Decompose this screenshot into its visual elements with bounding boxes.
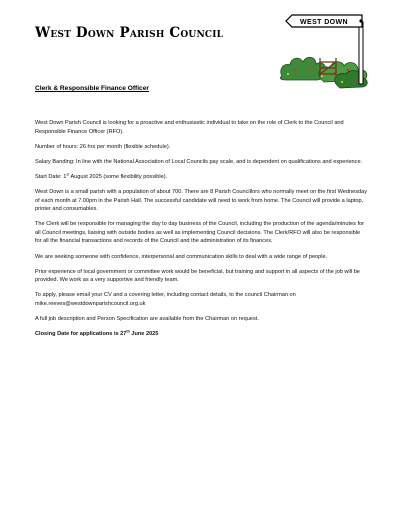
advert-body (35, 119, 368, 345)
apply-paragraph: To apply, please email your CV and a covering letter, including contact details, to the council Chairman on mike.reeves@westdownparishcouncil.org.uk (35, 292, 296, 307)
closing-sup: th (126, 329, 130, 334)
experience-paragraph: Prior experience of local government or committee work would be beneficial, but training and support in all aspects of the job will be provided. We work as a very supportive and friendly team. (35, 268, 360, 284)
job-title: Clerk & Responsible Finance Officer (35, 85, 149, 92)
start-date-sup: st (66, 172, 70, 177)
responsibilities-paragraph: The Clerk will be responsible for managing the day to day business of the Council, including the production of the agenda/minutes for all Council meetings, liaising with outside bodies as well as implementing Council decisions. The Clerk/RFO will also be responsible for all the financial transactions and records of the Council and the administration of its finances. (35, 221, 364, 245)
intro-paragraph: West Down Parish Council is looking for a proactive and enthusiastic individual to take on the role of Clerk to the Council and Responsible Finance Officer (RFO). (35, 120, 344, 135)
signpost-pole (359, 22, 363, 84)
hours-paragraph: Number of hours: 26 hrs per month (flexible schedule). (35, 143, 171, 150)
council-title: West Down Parish Council (35, 25, 224, 41)
salary-paragraph: Salary Banding: In line with the National Association of Local Councils pay scale, and is dependent on qualifications and experience. (35, 158, 363, 165)
start-date-prefix: Start Date: 1 (35, 173, 67, 180)
seeking-paragraph: We are seeking someone with confidence, interpersonal and communication skills to deal with a wide range of people. (35, 253, 328, 260)
signpost-logo (276, 10, 372, 90)
closing-suffix: June 2025 (129, 331, 159, 338)
description-paragraph: A full job description and Person Specification are available from the Chairman on request. (35, 316, 259, 322)
sign-text: WEST DOWN (300, 19, 348, 26)
closing-date-paragraph (35, 330, 368, 339)
start-date-paragraph (35, 173, 368, 182)
parish-paragraph: West Down is a small parish with a population of about 700. There are 8 Parish Councillors who normally meet on the first Wednesday of each month at 7.00pm in the Parish Hall. The successful candidate will need to work from home. The Council will provide a laptop, printer and consumables. (35, 188, 368, 213)
start-date-suffix: August 2025 (some flexibility possible). (69, 173, 168, 180)
closing-prefix: Closing Date for applications is 27 (35, 331, 127, 338)
